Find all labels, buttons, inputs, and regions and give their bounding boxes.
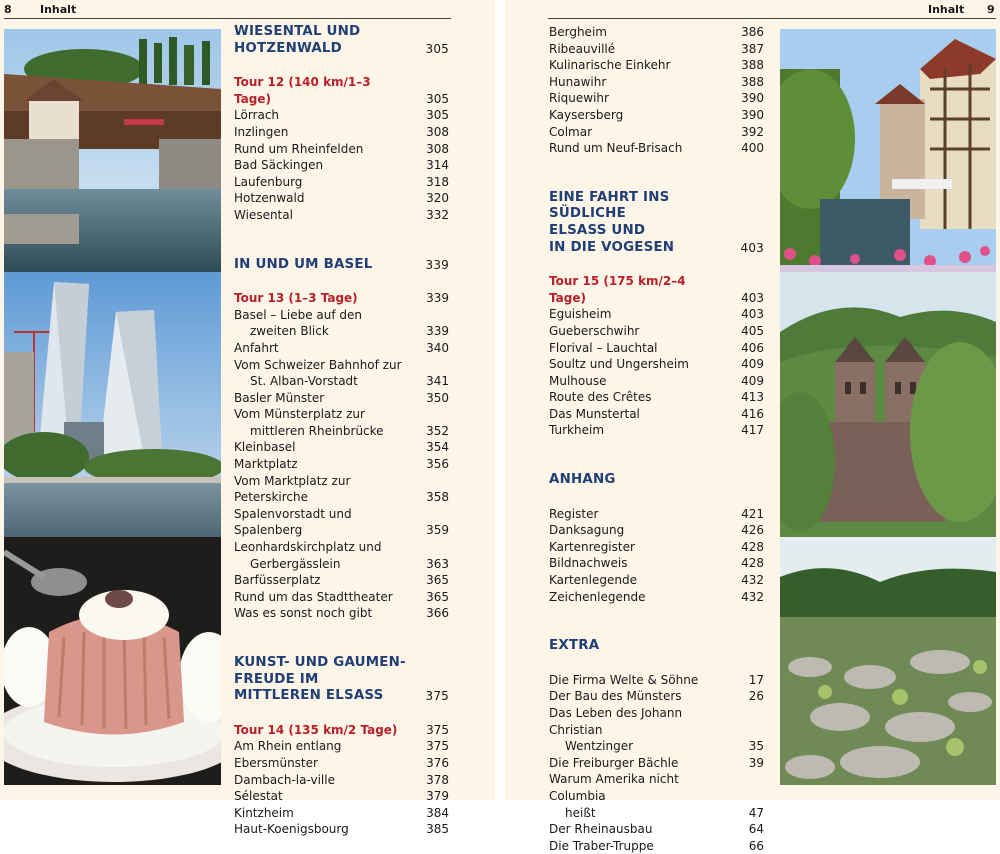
left-running-title: Inhalt (40, 3, 77, 16)
toc-entry[interactable] (234, 107, 449, 124)
toc-entry-title: Laufenburg (234, 174, 303, 189)
toc-entry-title: Eguisheim (549, 307, 612, 322)
toc-entry[interactable] (549, 688, 764, 705)
toc-entry[interactable] (549, 738, 764, 755)
toc-entry-page: 314 (426, 158, 449, 173)
toc-entry[interactable] (549, 555, 764, 572)
toc-entry-title: Turkheim (549, 423, 605, 438)
toc-entry[interactable] (549, 755, 764, 772)
toc-entry-page: 416 (741, 406, 764, 421)
toc-section-basel[interactable]: IN UND UM BASEL 339 (234, 256, 449, 272)
toc-entry-page: 386 (741, 25, 764, 39)
toc-entry-title: heißt (565, 805, 596, 820)
toc-entry-title: Haut-Koenigsbourg (234, 822, 349, 837)
toc-entry[interactable] (234, 307, 449, 324)
toc-entry-title: Kaysersberg (549, 107, 624, 122)
toc-entry-page: 47 (748, 805, 764, 820)
toc-section-elsass[interactable]: KUNST- UND GAUMEN- FREUDE IM MITTLEREN ELSASS 375 (234, 655, 449, 704)
toc-entry-page: 308 (426, 124, 449, 139)
left-header-rule (4, 18, 451, 19)
toc-entry[interactable] (549, 672, 764, 689)
toc-entry-page: 318 (426, 174, 449, 189)
basel-towers-photo (4, 272, 221, 537)
toc-entry-title: Ebersmünster (234, 755, 318, 770)
toc-section-extra[interactable]: EXTRA (549, 638, 600, 654)
toc-entry-page: 390 (741, 107, 764, 122)
toc-entry[interactable] (549, 140, 764, 157)
toc-entry[interactable] (234, 190, 449, 207)
toc-entry-title: Soultz und Ungersheim (549, 357, 689, 372)
toc-entry-page: 421 (741, 506, 764, 521)
toc-entry[interactable] (234, 738, 449, 755)
toc-entry-title: Der Rheinausbau (549, 822, 653, 837)
toc-entry-title: Warum Amerika nicht Columbia (549, 772, 679, 803)
toc-entry-page: 356 (426, 457, 449, 472)
toc-entry[interactable] (234, 340, 449, 357)
toc-entry-page: 365 (426, 573, 449, 588)
toc-entry[interactable] (549, 406, 764, 423)
toc-entry-title: Wiesental (234, 207, 293, 222)
toc-entry[interactable] (234, 141, 449, 158)
toc-entry-page: 339 (426, 324, 449, 339)
toc-entry-title: Die Freiburger Bächle (549, 755, 679, 770)
toc-entry[interactable] (549, 107, 764, 124)
toc-entry-title: Die Firma Welte & Söhne (549, 672, 699, 687)
toc-entry[interactable] (234, 755, 449, 772)
toc-entry-title: Route des Crêtes (549, 390, 652, 405)
toc-entry[interactable] (549, 57, 764, 74)
toc-entry-title: Basel – Liebe auf den (234, 307, 363, 322)
toc-entry[interactable] (549, 323, 764, 340)
toc-entry[interactable] (549, 705, 764, 738)
toc-entry-page: 388 (741, 74, 764, 89)
toc-entry[interactable] (234, 572, 449, 589)
toc-entry-title: Das Munstertal (549, 406, 640, 421)
toc-entry-page: 387 (741, 41, 764, 56)
toc-entry-title: St. Alban-Vorstadt (250, 374, 358, 389)
toc-entry[interactable] (549, 422, 764, 439)
toc-entry[interactable] (234, 821, 449, 838)
toc-entry[interactable] (234, 439, 449, 456)
toc-section-anhang[interactable]: ANHANG (549, 472, 616, 488)
toc-entry[interactable] (234, 124, 449, 141)
toc-entry-title: Lörrach (234, 108, 280, 123)
toc-entry-title: Das Leben des Johann Christian (549, 706, 683, 737)
toc-entry-page: 375 (426, 739, 449, 754)
toc-entry-title: mittleren Rheinbrücke (250, 423, 384, 438)
toc-entry-page: 417 (741, 423, 764, 438)
toc-entry[interactable] (234, 539, 449, 556)
toc-entry-page: 403 (741, 307, 764, 322)
toc-entry[interactable] (549, 821, 764, 838)
toc-entry-title: Vom Münsterplatz zur (234, 407, 365, 422)
gugelhupf-cake-photo (4, 537, 221, 785)
toc-entry-page: 354 (426, 440, 449, 455)
toc-entry[interactable] (549, 539, 764, 556)
toc-entry-page: 26 (748, 689, 764, 704)
toc-entry[interactable] (234, 788, 449, 805)
toc-entry-page: 17 (748, 672, 764, 687)
toc-entry-page: 320 (426, 191, 449, 206)
toc-entry-title: Danksagung (549, 523, 625, 538)
toc-items-basel (234, 307, 449, 622)
toc-entry-page: 378 (426, 772, 449, 787)
toc-entry[interactable] (234, 323, 449, 340)
toc-entry-title: Ribeauvillé (549, 41, 616, 56)
toc-entry-page: 332 (426, 207, 449, 222)
toc-entry-page: 406 (741, 340, 764, 355)
toc-items-wiesental (234, 107, 449, 223)
toc-entry[interactable] (549, 24, 764, 41)
book-gutter (495, 0, 505, 800)
toc-items-anhang (549, 506, 764, 606)
toc-entry-title: Rund um Neuf-Brisach (549, 141, 683, 156)
toc-left-column (234, 24, 449, 838)
toc-entry-title: Rund um Rheinfelden (234, 141, 364, 156)
toc-entry-page: 358 (426, 490, 449, 505)
toc-entry-page: 409 (741, 357, 764, 372)
toc-tour-13[interactable]: Tour 13 (1–3 Tage) 339 (234, 291, 449, 306)
toc-entry[interactable] (234, 772, 449, 789)
toc-entry-page: 359 (426, 523, 449, 538)
toc-entry-title: Mulhouse (549, 373, 607, 388)
toc-entry[interactable] (234, 207, 449, 224)
toc-entry-title: Marktplatz (234, 457, 298, 472)
toc-entry-title: Register (549, 506, 599, 521)
toc-entry[interactable] (549, 74, 764, 91)
toc-entry[interactable] (549, 373, 764, 390)
toc-entry-page: 350 (426, 390, 449, 405)
toc-section-suedliches-elsass[interactable]: EINE FAHRT INS SÜDLICHE ELSASS UND IN DIE VOGESEN 403 (549, 189, 764, 255)
right-running-title: Inhalt (928, 3, 965, 16)
toc-entry-title: Sélestat (234, 789, 283, 804)
toc-tour-12[interactable]: Tour 12 (140 km/1–3 Tage) 305 (234, 75, 449, 106)
toc-items-extra (549, 672, 764, 854)
toc-entry-page: 409 (741, 373, 764, 388)
toc-entry-title: Gueberschwihr (549, 323, 640, 338)
toc-entry-page: 352 (426, 423, 449, 438)
toc-entry[interactable] (549, 41, 764, 58)
toc-entry-title: Die Traber-Truppe (549, 838, 654, 853)
toc-entry-page: 388 (741, 58, 764, 73)
toc-items-elsass-cont (549, 24, 764, 157)
toc-entry-page: 35 (748, 739, 764, 754)
toc-entry[interactable] (234, 605, 449, 622)
botanical-garden-photo (780, 537, 996, 785)
toc-entry-title: Vom Schweizer Bahnhof zur (234, 357, 402, 372)
toc-entry-title: Kartenregister (549, 539, 635, 554)
toc-items-vogesen (549, 306, 764, 439)
toc-entry[interactable] (549, 389, 764, 406)
toc-entry-page: 66 (748, 838, 764, 853)
toc-entry[interactable] (234, 406, 449, 423)
toc-entry-title: Hotzenwald (234, 191, 305, 206)
toc-entry[interactable] (234, 506, 449, 539)
toc-entry-page: 392 (741, 124, 764, 139)
toc-entry[interactable] (234, 390, 449, 407)
toc-entry-page: 365 (426, 589, 449, 604)
toc-entry-title: Inzlingen (234, 124, 289, 139)
toc-entry-title: Bergheim (549, 25, 607, 39)
toc-entry[interactable] (549, 805, 764, 822)
toc-entry-title: Dambach-la-ville (234, 772, 335, 787)
toc-entry-title: Kulinarische Einkehr (549, 58, 671, 73)
toc-tour-15[interactable]: Tour 15 (175 km/2–4 Tage) 403 (549, 274, 764, 305)
toc-entry[interactable] (549, 340, 764, 357)
toc-entry[interactable] (549, 506, 764, 523)
toc-entry-page: 366 (426, 606, 449, 621)
toc-entry-title: Florival – Lauchtal (549, 340, 658, 355)
toc-entry[interactable] (234, 456, 449, 473)
toc-entry-title: Riquewihr (549, 91, 609, 106)
toc-entry-page: 432 (741, 573, 764, 588)
toc-items-elsass (234, 738, 449, 838)
toc-entry[interactable] (549, 306, 764, 323)
toc-entry-title: Gerbergässlein (250, 556, 341, 571)
covered-bridge-photo (4, 29, 221, 272)
toc-entry[interactable] (234, 473, 449, 506)
toc-entry-page: 400 (741, 141, 764, 156)
toc-entry-page: 426 (741, 523, 764, 538)
toc-entry-title: Was es sonst noch gibt (234, 606, 373, 621)
toc-entry[interactable] (234, 805, 449, 822)
toc-entry-page: 64 (748, 822, 764, 837)
toc-tour-14[interactable]: Tour 14 (135 km/2 Tage) 375 (234, 722, 449, 737)
toc-entry-page: 379 (426, 789, 449, 804)
toc-entry-page: 384 (426, 805, 449, 820)
toc-entry-page: 363 (426, 556, 449, 571)
toc-entry[interactable] (234, 556, 449, 573)
toc-entry-page: 305 (426, 108, 449, 123)
toc-entry-title: Bildnachweis (549, 556, 628, 571)
toc-right-column (549, 24, 764, 854)
toc-entry[interactable] (549, 356, 764, 373)
toc-entry[interactable] (549, 572, 764, 589)
toc-entry-title: Basler Münster (234, 390, 325, 405)
toc-entry-title: Barfüsserplatz (234, 573, 321, 588)
toc-entry-page: 39 (748, 755, 764, 770)
toc-entry[interactable] (234, 357, 449, 374)
toc-entry-title: Anfahrt (234, 340, 279, 355)
toc-entry[interactable] (549, 589, 764, 606)
toc-entry-title: Am Rhein entlang (234, 739, 342, 754)
toc-entry-page: 390 (741, 91, 764, 106)
toc-entry-page: 376 (426, 755, 449, 770)
toc-entry-title: Vom Marktplatz zur Peterskirche (234, 473, 351, 505)
toc-entry-title: Kartenlegende (549, 573, 637, 588)
toc-entry-title: Rund um das Stadttheater (234, 589, 393, 604)
toc-entry-page: 413 (741, 390, 764, 405)
toc-entry-title: Kleinbasel (234, 440, 296, 455)
toc-entry[interactable] (234, 157, 449, 174)
toc-entry-title: Hunawihr (549, 74, 607, 89)
toc-entry-page: 341 (426, 374, 449, 389)
toc-entry-title: zweiten Blick (250, 324, 329, 339)
toc-entry[interactable] (234, 373, 449, 390)
toc-entry-title: Bad Säckingen (234, 158, 324, 173)
toc-entry-title: Wentzinger (565, 739, 634, 754)
murbach-abbey-photo (780, 272, 996, 537)
left-page-number: 8 (4, 3, 12, 16)
toc-entry-page: 432 (741, 589, 764, 604)
toc-entry[interactable] (234, 423, 449, 440)
toc-entry[interactable] (234, 589, 449, 606)
toc-entry-title: Der Bau des Münsters (549, 689, 682, 704)
toc-entry-title: Kintzheim (234, 805, 294, 820)
right-page-number: 9 (987, 3, 995, 16)
toc-entry-page: 428 (741, 556, 764, 571)
toc-entry-page: 405 (741, 323, 764, 338)
toc-entry[interactable] (549, 522, 764, 539)
colmar-canal-photo (780, 29, 996, 272)
toc-section-wiesental[interactable]: WIESENTAL UND HOTZENWALD 305 (234, 24, 449, 56)
toc-entry-page: 428 (741, 539, 764, 554)
toc-entry-title: Colmar (549, 124, 593, 139)
toc-entry-page: 385 (426, 822, 449, 837)
toc-entry-page: 340 (426, 340, 449, 355)
toc-entry-title: Spalenvorstadt und Spalenberg (234, 506, 352, 538)
toc-entry[interactable] (549, 838, 764, 854)
toc-entry[interactable] (234, 174, 449, 191)
right-header-rule (548, 18, 996, 19)
toc-entry[interactable] (549, 90, 764, 107)
toc-entry-page: 308 (426, 141, 449, 156)
toc-entry-title: Leonhardskirchplatz und (234, 540, 382, 555)
toc-entry[interactable] (549, 124, 764, 141)
toc-entry-title: Zeichenlegende (549, 589, 646, 604)
